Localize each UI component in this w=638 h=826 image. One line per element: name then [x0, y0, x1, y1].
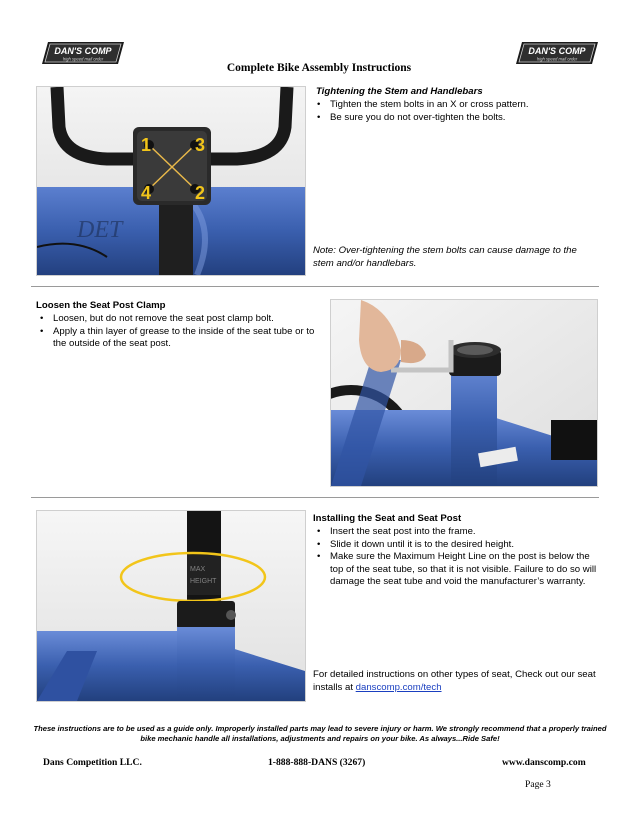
section-seatclamp-text: [36, 300, 326, 351]
list-item: • Apply a thin layer of grease to the inside of the seat tube or to the outside of the seat post.: [36, 326, 326, 351]
section-title-stem: Tightening the Stem and Handlebars: [316, 86, 483, 97]
footer-company: Dans Competition LLC.: [43, 757, 142, 768]
seat-post-photo: [36, 510, 306, 702]
list-item: • Loosen, but do not remove the seat post clamp bolt.: [36, 313, 326, 326]
list-item: • Make sure the Maximum Height Line on the post is below the top of the seat tube, so that it is not visible. Failure to do so will damage the seat tube and void the manufacturer’s warranty.: [313, 551, 598, 589]
seat-install-bullet-list: [313, 526, 598, 589]
page-title: Complete Bike Assembly Instructions: [226, 62, 412, 74]
stem-bullet-list: [313, 99, 598, 124]
seat-clamp-photo: [330, 299, 598, 487]
danscomp-tech-link[interactable]: danscomp.com/tech: [355, 681, 442, 693]
seatclamp-bullet-list: [36, 313, 326, 351]
section-stem-text: [313, 86, 598, 124]
svg-text:high speed mail order: high speed mail order: [62, 56, 104, 62]
stem-note: Note: Over-tightening the stem bolts can cause damage to the stem and/or handlebars.: [313, 245, 577, 269]
footer-website: www.danscomp.com: [502, 757, 586, 768]
section-title-seatclamp: Loosen the Seat Post Clamp: [36, 300, 166, 311]
svg-text:DAN'S COMP: DAN'S COMP: [54, 46, 112, 56]
list-item: • Insert the seat post into the frame.: [313, 526, 598, 539]
section-title-seat-install: Installing the Seat and Seat Post: [313, 513, 462, 524]
bolt-label-2: 2: [195, 183, 206, 203]
svg-text:DET: DET: [77, 217, 123, 243]
svg-text:DAN'S COMP: DAN'S COMP: [528, 46, 586, 56]
svg-text:HEIGHT: HEIGHT: [190, 578, 217, 585]
page-number: Page 3: [525, 779, 551, 790]
bolt-label-3: 3: [195, 135, 206, 155]
svg-text:high speed mail order: high speed mail order: [536, 56, 578, 62]
svg-text:MAX: MAX: [190, 566, 206, 573]
divider: [31, 286, 599, 287]
stem-photo: [36, 86, 306, 276]
disclaimer: These instructions are to be used as a guide only. Improperly installed parts may lead to severe injury or harm. We strongly recommend that a properly trained bike mechanic handle all installations, adjustments and repairs on your bike. As always...Ride Safe!: [33, 724, 607, 743]
list-item: • Slide it down until it is to the desired height.: [313, 539, 598, 552]
bolt-label-4: 4: [141, 183, 152, 203]
footer-phone: 1-888-888-DANS (3267): [268, 757, 366, 768]
section-seat-install-text: [313, 513, 598, 589]
bolt-label-1: 1: [141, 135, 152, 155]
list-item: • Tighten the stem bolts in an X or cross pattern.: [313, 99, 598, 112]
seat-install-footnote: [313, 669, 598, 694]
footnote-text: For detailed instructions on other types of seat, Check out our seat installs at: [313, 669, 596, 693]
divider: [31, 497, 599, 498]
list-item: • Be sure you do not over-tighten the bolts.: [313, 112, 598, 125]
